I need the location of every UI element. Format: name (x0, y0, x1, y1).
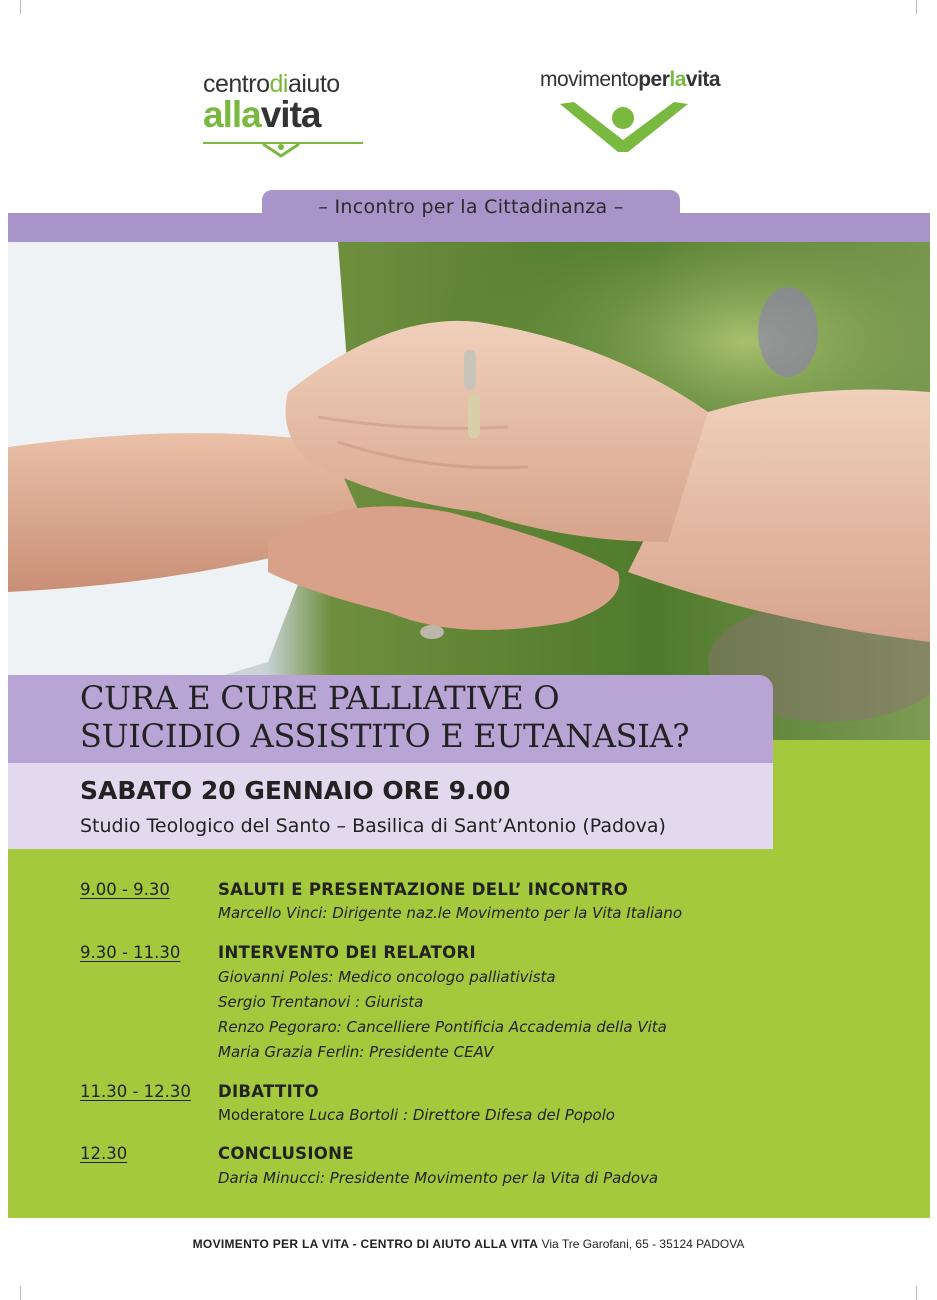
logo-text: vita (685, 68, 721, 91)
footer (0, 1237, 937, 1251)
program-detail: Giovanni Poles: Medico oncologo palliativista (218, 968, 556, 986)
program-heading: DIBATTITO (218, 1082, 319, 1101)
event-title (80, 679, 689, 755)
hands-photo (8, 242, 930, 740)
program-time: 9.00 - 9.30 (80, 880, 170, 899)
title-line: CURA E CURE PALLIATIVE O (80, 679, 560, 717)
logo-figure-icon (556, 96, 696, 158)
program-heading: INTERVENTO DEI RELATORI (218, 943, 476, 962)
logo-text: per (638, 68, 670, 91)
program-time: 12.30 (80, 1144, 128, 1163)
program-detail: Daria Minucci: Presidente Movimento per la Vita di Padova (218, 1169, 659, 1187)
program-detail: Renzo Pegoraro: Cancelliere Pontificia Accademia della Vita (218, 1018, 667, 1036)
program-detail (218, 1106, 615, 1124)
program-time: 9.30 - 11.30 (80, 943, 181, 962)
program-detail: Maria Grazia Ferlin: Presidente CEAV (218, 1043, 494, 1061)
crop-mark (20, 0, 21, 14)
program-detail-text: Luca Bortoli : Direttore Difesa del Popolo (309, 1106, 615, 1124)
footer-org: MOVIMENTO PER LA VITA - CENTRO DI AIUTO ALLA VITA (192, 1237, 539, 1251)
logo-text: vita (260, 94, 321, 135)
logo-text: centro (203, 70, 270, 98)
logo-text: aiuto (287, 70, 340, 98)
program-time: 11.30 - 12.30 (80, 1082, 191, 1101)
logo-figure-icon (261, 140, 301, 160)
logo-centro-aiuto-alla-vita (203, 70, 363, 134)
event-type-label: – Incontro per la Cittadinanza – (318, 196, 624, 218)
title-line: SUICIDIO ASSISTITO E EUTANASIA? (80, 717, 690, 755)
footer-address: Via Tre Garofani, 65 - 35124 PADOVA (541, 1237, 745, 1251)
program-detail: Sergio Trentanovi : Giurista (218, 993, 424, 1011)
event-date: SABATO 20 GENNAIO ORE 9.00 (80, 776, 511, 805)
program-detail: Marcello Vinci: Dirigente naz.le Movimento per la Vita Italiano (218, 904, 683, 922)
crop-mark (916, 1286, 917, 1300)
crop-mark (20, 1286, 21, 1300)
program-heading: CONCLUSIONE (218, 1144, 354, 1163)
logo-text: di (269, 70, 288, 98)
logo-movimento-per-la-vita (540, 68, 740, 92)
logo-text: movimento (540, 68, 639, 91)
program-detail-prefix: Moderatore (218, 1106, 310, 1124)
logo-text: la (669, 68, 686, 91)
crop-mark (916, 0, 917, 14)
logo-text: alla (203, 94, 261, 135)
event-venue: Studio Teologico del Santo – Basilica di Sant’Antonio (Padova) (80, 815, 666, 837)
program-heading: SALUTI E PRESENTAZIONE DELL’ INCONTRO (218, 880, 629, 899)
